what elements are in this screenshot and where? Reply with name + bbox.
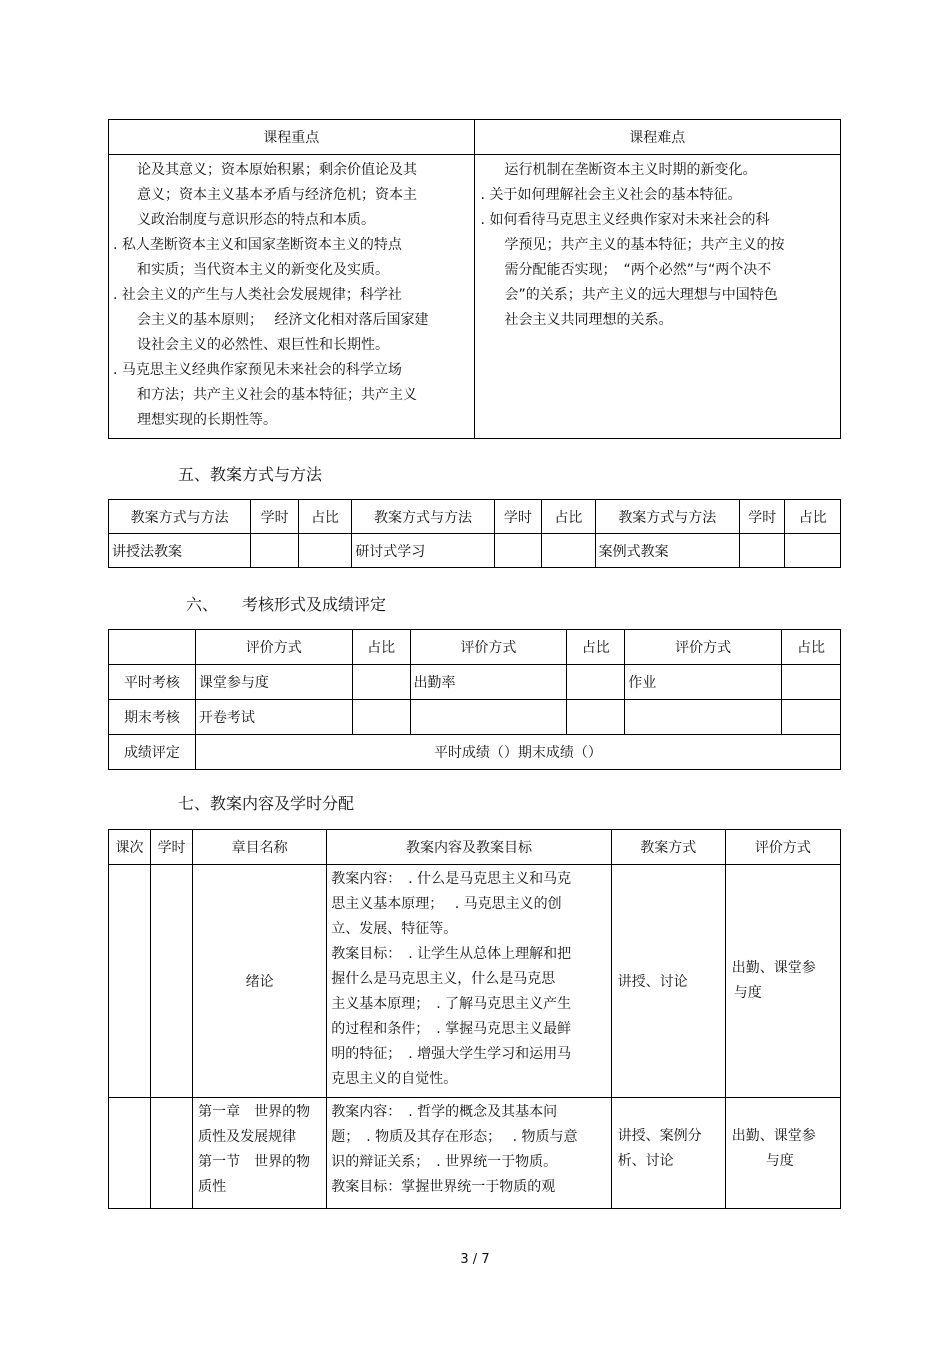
text-line: . 如何看待马克思主义经典作家对未来社会的科 [480, 212, 770, 228]
chapter-cell [193, 1098, 327, 1209]
eval-item: 开卷考试 [195, 700, 352, 735]
ratio-header: 占比 [542, 500, 596, 534]
ratio-cell [785, 534, 841, 568]
content-line: 握什么是马克思主义，什么是马克思 [331, 971, 556, 987]
chapter-line: 质性 [198, 1179, 227, 1195]
text-line: 义政治制度与意识形态的特点和本质。 [137, 212, 375, 228]
ratio-header: 占比 [298, 500, 352, 534]
section6-title: 六、 考核形式及成绩评定 [186, 595, 387, 614]
grade-formula: 平时成绩（）期末成绩（） [195, 735, 840, 770]
key-points-table [108, 119, 841, 439]
schedule-table [108, 829, 841, 1209]
content-line: 思主义基本原理； . 马克思主义的创 [331, 896, 562, 912]
eval-header: 评价方式 [195, 630, 352, 665]
content-line: 克思主义的自觉性。 [331, 1071, 458, 1087]
lesson-cell [109, 865, 151, 1098]
text-line: 社会主义共同理想的关系。 [504, 312, 673, 328]
text-line: 会主义的基本原则； 经济文化相对落后国家建 [137, 312, 429, 328]
content-line: 教案内容： . 什么是马克思主义和马克 [331, 871, 572, 887]
text-line: . 私人垄断资本主义和国家垄断资本主义的特点 [113, 237, 402, 253]
content-cell [327, 865, 611, 1098]
eval-item [625, 700, 782, 735]
content-line: 教案内容： . 哲学的概念及其基本问 [331, 1104, 558, 1120]
evaluation-line: 与度 [733, 985, 762, 1001]
hours-cell [151, 865, 193, 1098]
ratio-cell [567, 700, 625, 735]
assessment-table [108, 629, 841, 770]
method-header: 教案方式与方法 [352, 500, 494, 534]
hours-cell [494, 534, 541, 568]
ratio-cell [542, 534, 596, 568]
text-line: 和实质；当代资本主义的新变化及实质。 [137, 262, 389, 278]
section7-title: 七、教案内容及学时分配 [178, 794, 355, 813]
col-evaluation: 评价方式 [725, 830, 840, 865]
text-line: 设社会主义的必然性、艰巨性和长期性。 [137, 337, 389, 353]
lesson-cell [109, 1098, 151, 1209]
method-line: 讲授、讨论 [617, 974, 688, 990]
corner-cell [109, 630, 196, 665]
ratio-cell [352, 665, 410, 700]
evaluation-line: 与度 [765, 1153, 794, 1169]
eval-item: 课堂参与度 [195, 665, 352, 700]
method-case-study: 案例式教案 [595, 534, 739, 568]
ratio-cell [567, 665, 625, 700]
row-label-final: 期末考核 [109, 700, 196, 735]
section5-title: 五、教案方式与方法 [178, 465, 323, 484]
method-lecture: 讲授法教案 [109, 534, 251, 568]
chapter-cell [193, 865, 327, 1098]
evaluation-line: 出勤、课堂参 [731, 960, 816, 976]
ratio-cell [782, 665, 841, 700]
page-number: 3 / 7 [460, 1252, 490, 1267]
method-seminar: 研讨式学习 [352, 534, 494, 568]
col-chapter: 章目名称 [193, 830, 327, 865]
text-line: 运行机制在垄断资本主义时期的新变化。 [504, 162, 757, 178]
evaluation-cell [725, 865, 840, 1098]
method-line: 析、讨论 [617, 1153, 674, 1169]
ratio-cell [352, 700, 410, 735]
ratio-cell [782, 700, 841, 735]
col-hours: 学时 [151, 830, 193, 865]
eval-item [410, 700, 567, 735]
text-line: 和方法；共产主义社会的基本特征；共产主义 [137, 387, 417, 403]
key-points-header: 课程重点 [109, 120, 475, 155]
ratio-header: 占比 [567, 630, 625, 665]
evaluation-line: 出勤、课堂参 [731, 1128, 816, 1144]
col-lesson: 课次 [109, 830, 151, 865]
content-cell [327, 1098, 611, 1209]
text-line: 学预见；共产主义的基本特征；共产主义的按 [504, 237, 785, 253]
content-line: 识的辩证关系； . 世界统一于物质。 [331, 1154, 558, 1170]
hours-header: 学时 [494, 500, 541, 534]
chapter-line: 第一章 世界的物 [198, 1104, 311, 1120]
teaching-methods-table [108, 499, 841, 568]
hours-cell [151, 1098, 193, 1209]
content-line: 的过程和条件； . 掌握马克思主义最鲜 [331, 1021, 572, 1037]
chapter-line: 质性及发展规律 [198, 1129, 297, 1145]
method-cell [611, 1098, 725, 1209]
method-cell [611, 865, 725, 1098]
eval-item: 出勤率 [410, 665, 567, 700]
text-line: . 社会主义的产生与人类社会发展规律；科学社 [113, 287, 402, 303]
text-line: 意义；资本主义基本矛盾与经济危机；资本主 [137, 187, 417, 203]
eval-item: 作业 [625, 665, 782, 700]
key-points-cell [109, 155, 475, 439]
chapter-line: 第一节 世界的物 [198, 1154, 311, 1170]
hours-header: 学时 [251, 500, 298, 534]
content-line: 主义基本原理； . 了解马克思主义产生 [331, 996, 572, 1012]
eval-header: 评价方式 [625, 630, 782, 665]
ratio-header: 占比 [782, 630, 841, 665]
ratio-header: 占比 [785, 500, 841, 534]
evaluation-cell [725, 1098, 840, 1209]
text-line: 需分配能否实现； “两个必然”与“两个决不 [504, 262, 772, 278]
difficulties-cell [474, 155, 840, 439]
content-line: 题； . 物质及其存在形态； . 物质与意 [331, 1129, 578, 1145]
method-header: 教案方式与方法 [109, 500, 251, 534]
chapter-line: 绪论 [245, 974, 274, 990]
content-line: 教案目标： . 让学生从总体上理解和把 [331, 946, 572, 962]
text-line: 理想实现的长期性等。 [137, 412, 277, 428]
hours-cell [251, 534, 298, 568]
content-line: 立、发展、特征等。 [331, 921, 458, 937]
col-content: 教案内容及教案目标 [327, 830, 611, 865]
row-label-regular: 平时考核 [109, 665, 196, 700]
col-method: 教案方式 [611, 830, 725, 865]
content-line: 明的特征； . 增强大学生学习和运用马 [331, 1046, 572, 1062]
text-line: 会”的关系；共产主义的远大理想与中国特色 [504, 287, 778, 303]
row-label-grade: 成绩评定 [109, 735, 196, 770]
text-line: . 马克思主义经典作家预见未来社会的科学立场 [113, 362, 402, 378]
content-line: 教案目标：掌握世界统一于物质的观 [331, 1179, 556, 1195]
table-row [109, 865, 841, 1098]
eval-header: 评价方式 [410, 630, 567, 665]
ratio-header: 占比 [352, 630, 410, 665]
text-line: 论及其意义；资本原始积累；剩余价值论及其 [137, 162, 417, 178]
ratio-cell [298, 534, 352, 568]
hours-cell [740, 534, 785, 568]
text-line: . 关于如何理解社会主义社会的基本特征。 [480, 187, 742, 203]
method-header: 教案方式与方法 [595, 500, 739, 534]
method-line: 讲授、案例分 [617, 1128, 702, 1144]
table-row [109, 1098, 841, 1209]
hours-header: 学时 [740, 500, 785, 534]
difficulties-header: 课程难点 [474, 120, 840, 155]
